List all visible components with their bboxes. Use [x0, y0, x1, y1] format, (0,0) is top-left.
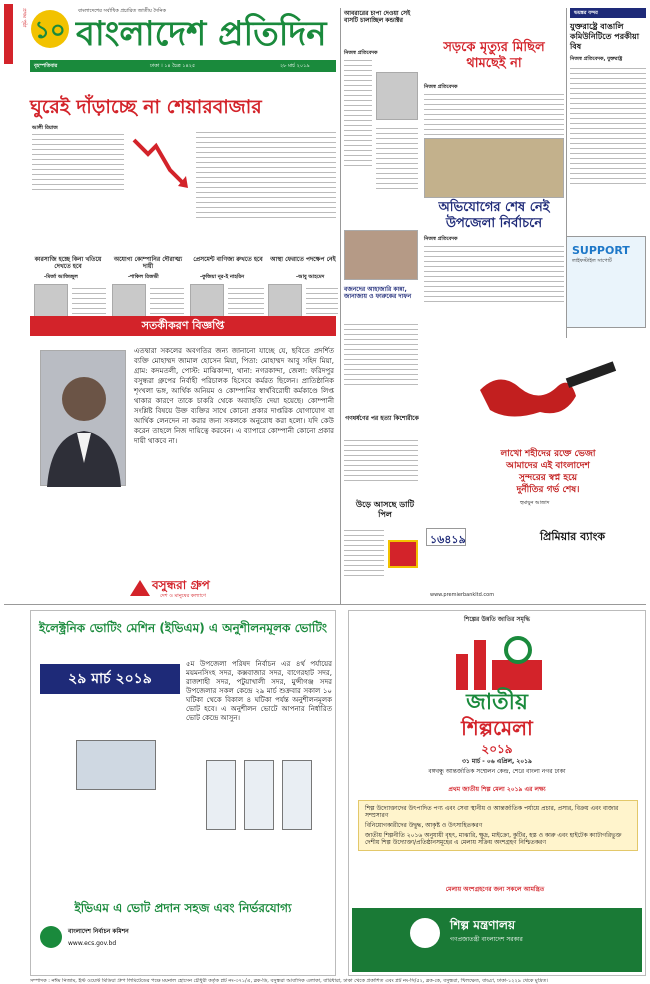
- evm-footer-slogan: ইভিএম এ ভোট প্রদান সহজ এবং নির্ভরযোগ্য: [74, 901, 292, 915]
- column-rule-1: [340, 8, 341, 604]
- fold-rule: [4, 604, 646, 605]
- notice-title: সতর্কীকরণ বিজ্ঞপ্তি: [141, 319, 225, 332]
- evm-body: ৫ম উপজেলা পরিষদ নির্বাচন এর ৪র্থ পর্যায়ের ময়মনসিংহ সদর, কক্সবাজার সদর, বাগেরহাট সদর, রাজশাহী সদর, পটুয়াখালী সদর, মুন্সীগঞ্জ সদর উপজেলার সকল কেন্দ্রে ২৯ মার্চ শুক্রবার সকাল ১০ ঘটিকা থেকে বিকাল ৪ ঘটিকা পর্যন্ত অনুশীলনমূলক ভোট হবে। এ অনুশীলন ভোটে আপনার নির্ধারিত ভোট কেন্দ্রে আসুন।: [186, 660, 332, 722]
- story1-byline: নিজস্ব প্রতিবেদক: [344, 50, 378, 56]
- story1-text: [344, 56, 372, 206]
- fair-govt: গণপ্রজাতন্ত্রী বাংলাদেশ সরকার: [450, 936, 523, 943]
- quote1-title: কারসাজি হচ্ছে কিনা খতিয়ে দেখতে হবে: [34, 256, 102, 270]
- story4-badge: [388, 540, 418, 568]
- bank-hotline: ১৬৪১৯: [430, 533, 466, 546]
- right-headline: যুক্তরাষ্ট্রে বাঙালি কমিউনিটিতে পরকীয়া বিষ: [570, 22, 640, 51]
- fair-goals-box: [358, 800, 638, 851]
- bashundhara-logo-icon: [130, 580, 150, 596]
- fair-goal-1: শিল্প উদ্যোক্তাদের উৎপাদিত পণ্য এবং সেবা স্থানীয় ও আন্তর্জাতিক পর্যায়ে প্রচার, প্রসার, বিক্রয় এবং বাজার সম্প্রসারণ: [365, 805, 619, 819]
- fair-goal-2: বিনিয়োগকারীদের উদ্বুদ্ধ, আকৃষ্ট ও উৎসাহিতকরণ: [365, 822, 483, 829]
- evm-ballot-unit-3: [282, 760, 312, 830]
- fair-goals-title: প্রথম জাতীয় শিল্প মেলা ২০১৯ এর লক্ষ্য: [448, 786, 546, 793]
- notice-logo-name: বসুন্ধরা গ্রুপ: [152, 578, 210, 592]
- imprint-line1: সম্পাদক : নঈম নিজাম, ইস্ট ওয়েস্ট মিডিয়া গ্রুপ লিমিটেডের পক্ষে ময়নাল হোসেন চৌধুরী কর্তৃক প্লট নং-৩৭১/এ, ব্লক-ডি, বসুন্ধরা আবাসিক এলাকা, বারিধারা, ঢাকা থেকে প্রকাশিত এবং প্লট নং-সি/৫২, ব্লক-কে, বসুন্ধরা, খিলক্ষেত, বাড্ডা, ঢাকা-১২২৯ থেকে মুদ্রিত।: [30, 978, 548, 984]
- date-right-label: ২৮ মার্চ ২০১৯: [280, 63, 310, 69]
- right-kicker: ভয়ঙ্কর বন্দর: [574, 10, 598, 16]
- quote4-title: আস্থা ফেরাতে পদক্ষেপ নেই: [270, 256, 336, 263]
- story2-text: [344, 320, 418, 410]
- bank-url: www.premierbankltd.com: [430, 592, 495, 598]
- story1-title: আবরারের চাপা দেওয়া সেই বাসটি চালাচ্ছিল কন্ডাক্টর: [344, 10, 411, 24]
- place-date-label: ঢাকা । ১৪ চৈত্র ১৪২৫: [150, 63, 196, 69]
- lead3-text: [424, 242, 564, 302]
- evm-commission: বাংলাদেশ নির্বাচন কমিশন: [68, 928, 129, 935]
- fair-year: ২০১৯: [481, 742, 513, 756]
- top-story-headline: ঘুরেই দাঁড়াচ্ছে না শেয়ারবাজার: [30, 96, 262, 118]
- bank-slogan4: দুর্নীতির গর্ভ শেষ।: [516, 485, 580, 495]
- notice-body: এতদ্বারা সকলের অবগতির জন্য জানানো যাচ্ছে যে, ছবিতে প্রদর্শিত ব্যক্তি মোহাম্মদ জামাল হোসেন মিয়া, পিতা: মোহাম্মদ আবু সহিদ মিয়া, গ্রাম: কদমতলী, পোস্ট: মাঝিকান্দা, থানা: নগরকান্দা, জেলা: ফরিদপুর বসুন্ধরা গ্রুপের নির্বাহী পরিচালক হিসেবে কর্মরত ছিলেন। প্রাতিষ্ঠানিক শৃংখলা ভঙ্গ, আর্থিক অনিয়ম ও কোম্পানির স্বার্থবিরোধী কর্মকাণ্ডে লিপ্ত থাকার কারণে তাকে চাকরি থেকে অব্যাহতি দেয়া হয়েছে। কোম্পানী সংশ্লিষ্ট বিষয়ে উক্ত ব্যক্তির সাথে কোনো প্রকার দাপ্তরিক যোগাযোগ বা আর্থিক লেনদেন না করার জন্য সকলকে অনুরোধ করা হলো। যদি কেউ করেন তাহলে নিজ দায়িত্বে করবেন। এ ব্যাপারে কোম্পানী কোনো প্রকার দায়ী থাকবে না।: [134, 347, 334, 445]
- quote3-portrait: [190, 284, 224, 320]
- lead2-text: [424, 90, 564, 140]
- masthead-title: বাংলাদেশ প্রতিদিন: [76, 14, 327, 54]
- bank-attribution: হুমায়ুন আজাদ: [520, 500, 550, 506]
- pen-splash-graphic: [470, 360, 620, 430]
- govt-seal-icon: [410, 918, 440, 948]
- top-story-byline: আলী রিয়াজ: [32, 125, 58, 131]
- notice-logo-tag: দেশ ও মানুষের কল্যাণে: [160, 593, 206, 599]
- fair-factory-icon: [448, 630, 546, 690]
- evm-ballot-unit-1: [206, 760, 236, 830]
- fair-venue: বঙ্গবন্ধু আন্তর্জাতিক সম্মেলন কেন্দ্র, শেরে বাংলা নগর ঢাকা: [428, 768, 566, 775]
- fair-goal-3: জাতীয় শিল্পনীতি ২০১৬ অনুযায়ী বৃহৎ, মাঝারি, ক্ষুদ্র, মাইক্রো, কুটির, হস্ত ও কারু এবং হাইটেক ক্যাটাগরিভুক্ত দেশীয় শিল্প উদ্যোক্তা/প্রতিষ্ঠানসমূহের এ মেলায় সক্রিয় অংশগ্রহণ নিশ্চিতকরণ: [365, 832, 622, 846]
- quote3-title: প্রেসমেন্ট বাণিজ্য রুখতে হবে: [193, 256, 263, 263]
- quote3-name: -ফুজিয়া নূর-ই নাহরিন: [200, 274, 245, 280]
- right-story-text: [570, 64, 646, 204]
- story2-title: বজনদের আহাজারি কান্না, জানাজায় ও ফারুকের দাফন: [344, 286, 412, 300]
- fair-dates: ৩১ মার্চ - ০৬ এপ্রিল, ২০১৯: [462, 758, 532, 765]
- story3-title: গণধর্ষণের পর হত্যা কিশোরীকে: [345, 415, 419, 422]
- bank-name: প্রিমিয়ার ব্যাংক: [540, 530, 606, 543]
- quote1-name: -মির্জা আজিজুল: [44, 274, 78, 280]
- top-story-headline-box: [30, 96, 336, 118]
- quote2-portrait: [112, 284, 146, 320]
- story1-photo: [376, 72, 418, 120]
- masthead-tagline: বাংলাদেশের সর্বাধিক প্রচারিত জাতীয় দৈনিক: [78, 8, 166, 14]
- quote2-name: -শাকিল রিজভী: [128, 274, 159, 280]
- ec-logo-icon: [40, 926, 62, 948]
- lead3-headline: অভিযোগের শেষ নেই উপজেলা নির্বাচনে: [438, 200, 550, 231]
- quote1-portrait: [34, 284, 68, 320]
- side-label: প্রথম পৃষ্ঠা: [21, 8, 27, 28]
- lead2-byline: নিজস্ব প্রতিবেদক: [424, 84, 458, 90]
- evm-control-unit: [76, 740, 156, 790]
- bank-slogan1: লাখো শহীদের রক্তে ভেজা: [500, 449, 596, 459]
- day-label: বৃহস্পতিবার: [34, 63, 58, 69]
- story4-title: উড়ে আসছে ডাটি পিল: [355, 500, 415, 519]
- fair-title1: জাতীয়: [466, 690, 528, 715]
- support-ad-brand: SUPPORT: [572, 244, 630, 257]
- top-story-text-col1: [32, 130, 124, 200]
- stock-chart-graphic: [130, 130, 190, 190]
- story4-text: [344, 526, 384, 596]
- story1-text-b: [376, 124, 418, 214]
- logo-emblem: [30, 8, 70, 50]
- svg-text:১০: ১০: [34, 16, 66, 44]
- lead3-byline: নিজস্ব প্রতিবেদক: [424, 236, 458, 242]
- lead2-photo: [424, 138, 564, 198]
- support-ad-sub: লাইফস্টাইল সাপোর্ট: [572, 258, 612, 264]
- fair-invite: মেলায় অংশগ্রহণের জন্য সকলে আমন্ত্রিত: [445, 886, 545, 893]
- evm-date: ২৯ মার্চ ২০১৯: [40, 664, 180, 694]
- fair-title2: শিল্পমেলা: [461, 716, 533, 740]
- side-label-bar: [4, 4, 13, 64]
- evm-url: www.ecs.gov.bd: [68, 940, 117, 947]
- fair-top-label: শিল্পের উন্নতি জাতির সমৃদ্ধি: [464, 616, 530, 623]
- notice-portrait: [40, 350, 126, 486]
- bank-slogan2: আমাদের এই বাংলাদেশ: [506, 461, 590, 471]
- quote4-portrait: [268, 284, 302, 320]
- top-story-text-col2: [196, 128, 336, 238]
- quote2-title: অযোগ্য কোম্পানির দৌরাত্ম্য দায়ী: [113, 256, 183, 270]
- fair-ministry: শিল্প মন্ত্রণালয়: [450, 918, 516, 932]
- evm-title: ইলেক্ট্রনিক ভোটিং মেশিন (ইভিএম) এ অনুশীলনমূলক ভোটিং: [38, 621, 328, 635]
- story2-photo: [344, 230, 418, 280]
- right-byline: নিজস্ব প্রতিবেদক, যুক্তরাষ্ট্র: [570, 56, 623, 62]
- quote4-name: -আবু আহমেদ: [296, 274, 325, 280]
- story3-text: [344, 436, 418, 496]
- lead2-headline: সড়কে মৃত্যুর মিছিল থামছেই না: [443, 40, 545, 71]
- bank-slogan3: সুন্দরের স্বপ্ন হয়ে: [519, 473, 577, 483]
- evm-ballot-unit-2: [244, 760, 274, 830]
